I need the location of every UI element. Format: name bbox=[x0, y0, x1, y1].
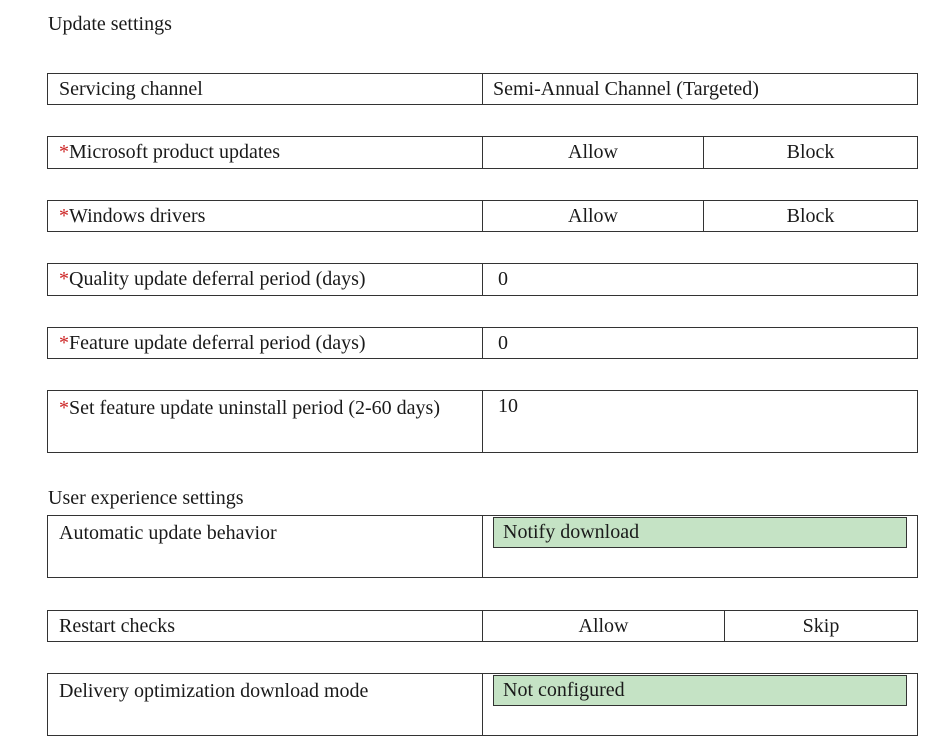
microsoft-product-updates-label: Microsoft product updates bbox=[69, 141, 281, 163]
restart-checks-allow-option[interactable]: Allow bbox=[483, 611, 725, 641]
automatic-update-behavior-label: Automatic update behavior bbox=[48, 516, 483, 577]
delivery-optimization-cell bbox=[483, 674, 917, 735]
microsoft-product-updates-label-cell bbox=[48, 137, 483, 168]
required-marker: * bbox=[59, 268, 69, 290]
uninstall-period-label-cell bbox=[48, 391, 483, 452]
windows-drivers-label-cell bbox=[48, 201, 483, 231]
windows-drivers-allow-option[interactable]: Allow bbox=[483, 201, 704, 231]
uninstall-period-label-text bbox=[59, 393, 440, 423]
required-marker: * bbox=[59, 141, 69, 163]
restart-checks-skip-option[interactable]: Skip bbox=[802, 614, 840, 637]
servicing-channel-row bbox=[47, 73, 918, 105]
uninstall-period-label: Set feature update uninstall period (2-60 days) bbox=[69, 397, 440, 419]
required-marker: * bbox=[59, 204, 69, 227]
automatic-update-behavior-cell bbox=[483, 516, 917, 577]
windows-drivers-row bbox=[47, 200, 918, 232]
microsoft-product-updates-row bbox=[47, 136, 918, 169]
delivery-optimization-label: Delivery optimization download mode bbox=[48, 674, 483, 735]
servicing-channel-label: Servicing channel bbox=[48, 74, 483, 104]
required-marker: * bbox=[59, 397, 69, 419]
quality-deferral-row bbox=[47, 263, 918, 296]
quality-deferral-label: Quality update deferral period (days) bbox=[69, 268, 366, 290]
required-marker: * bbox=[59, 331, 69, 354]
automatic-update-behavior-row bbox=[47, 515, 918, 578]
uninstall-period-input[interactable]: 10 bbox=[498, 395, 518, 417]
automatic-update-behavior-dropdown[interactable]: Notify download bbox=[493, 517, 907, 548]
feature-deferral-row bbox=[47, 327, 918, 359]
quality-deferral-input[interactable]: 0 bbox=[498, 268, 508, 290]
windows-drivers-label: Windows drivers bbox=[69, 204, 206, 227]
restart-checks-label: Restart checks bbox=[48, 611, 483, 641]
uninstall-period-row bbox=[47, 390, 918, 453]
windows-drivers-block-option[interactable]: Block bbox=[786, 204, 835, 227]
update-settings-heading: Update settings bbox=[48, 13, 172, 35]
feature-deferral-label-cell bbox=[48, 328, 483, 358]
feature-deferral-label: Feature update deferral period (days) bbox=[69, 331, 366, 354]
restart-checks-row bbox=[47, 610, 918, 642]
delivery-optimization-row bbox=[47, 673, 918, 736]
user-experience-heading: User experience settings bbox=[48, 487, 244, 509]
servicing-channel-value[interactable]: Semi-Annual Channel (Targeted) bbox=[493, 77, 759, 100]
delivery-optimization-dropdown[interactable]: Not configured bbox=[493, 675, 907, 706]
microsoft-product-updates-allow-option[interactable]: Allow bbox=[483, 137, 704, 168]
microsoft-product-updates-block-option[interactable]: Block bbox=[786, 141, 835, 163]
feature-deferral-input[interactable]: 0 bbox=[498, 331, 508, 354]
quality-deferral-label-cell bbox=[48, 264, 483, 295]
